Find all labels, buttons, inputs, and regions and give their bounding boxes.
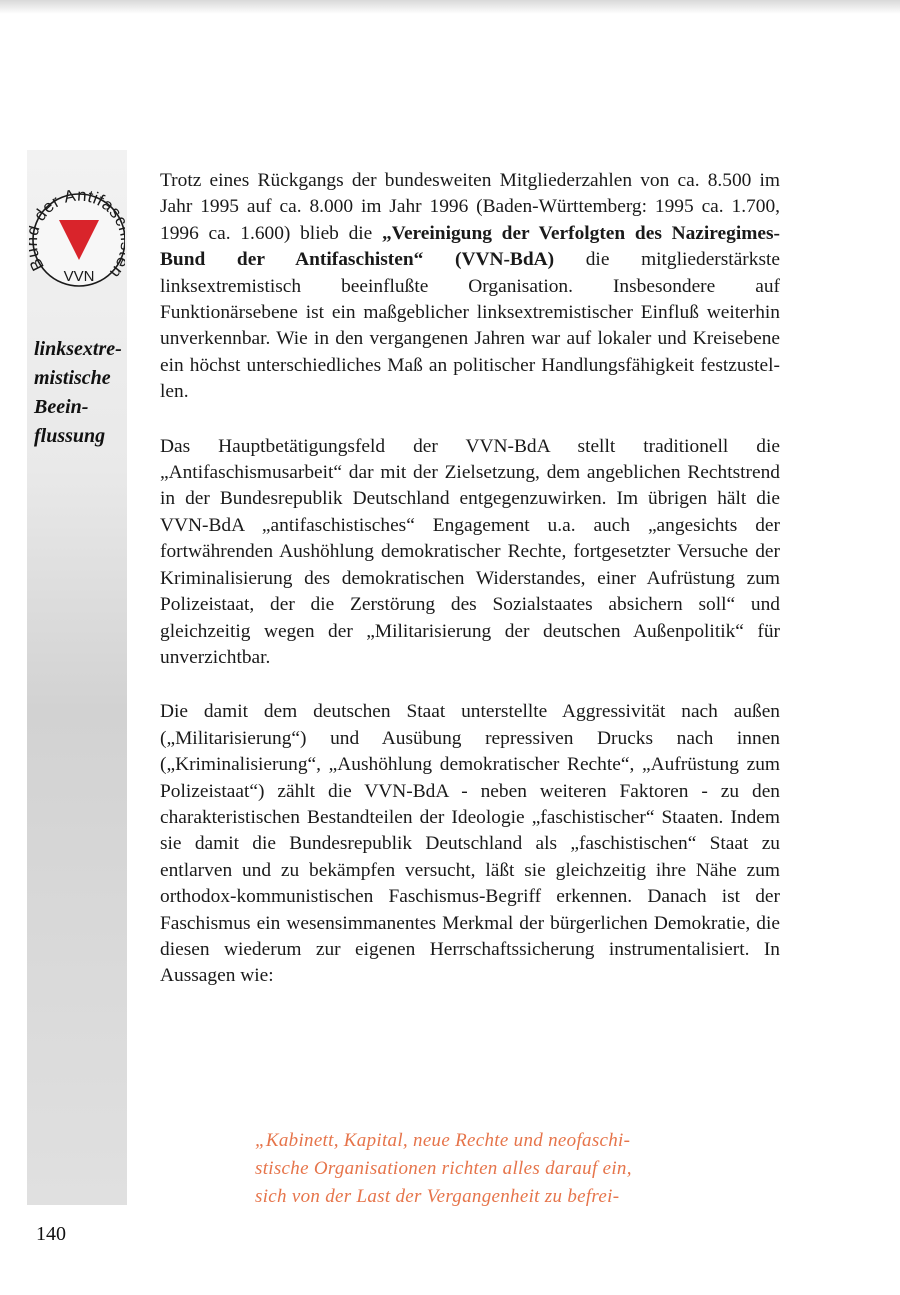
paragraph-1-part-2: die mitgliederstärkste linksextremistisch beeinflußte Organisation. Insbesondere auf Funktionärsebene ist ein maßgeblicher linksextremistischer Einfluß weiterhin unverkennbar. Wie in den vergangenen Jahren war auf lokaler und Kreisebene ein höchst unterschiedliches Maß an politischer Handlungsfähigkeit festzustellen. — [160, 249, 780, 403]
logo-bottom-text: VVN — [63, 268, 95, 285]
quote-line: sich von der Last der Vergangenheit zu befrei- — [255, 1186, 620, 1207]
logo-arc-text: der Antifas n — [30, 185, 125, 283]
margin-note-line: mistische — [34, 367, 111, 389]
vvn-logo-icon — [29, 162, 125, 302]
quote-line: „Kabinett, Kapital, neue Rechte und neofaschi- — [255, 1130, 631, 1151]
paragraph-1 — [160, 168, 780, 406]
paragraph-2: Das Hauptbetätigungsfeld der VVN-BdA stellt traditionell die „Antifaschismusarbeit“ dar mit der Zielsetzung, dem angeblichen Rechtstrend in der Bundesrepublik Deutschland entgegenzuwirken. Im übrigen hält die VVN-BdA „antifaschistisches“ Engagement u.a. auch „angesichts der fortwährenden Aushöhlung demokratischer Rechte, fortgesetzter Versuche der Kriminalisierung des demokratischen Widerstandes, einer Aufrüstung zum Polizeistaat, der die Zerstörung des Sozialstaates absichern soll“ und gleichzeitig wegen der „Militarisierung der deutschen Außenpolitik“ für unverzichtbar. — [160, 435, 780, 668]
margin-note — [34, 335, 129, 451]
main-text — [160, 168, 780, 1018]
organisation-name: „Vereinigung der Verfolgten des Naziregimes-Bund der Antifaschisten“ (VVN-BdA) — [160, 222, 780, 271]
quote-block — [255, 1127, 725, 1211]
margin-sidebar — [27, 150, 127, 1205]
margin-note-line: Beein- — [34, 396, 89, 418]
paragraph-1-part-1: Trotz eines Rückgangs der bundesweiten Mitgliederzahlen von ca. 8.500 im Jahr 1995 auf ca. 8.000 im Jahr 1996 (Baden-Württemberg: 1995 ca. 1.700, 1996 ca. 1.600) blieb die — [160, 170, 780, 244]
page-number: 140 — [36, 1223, 66, 1245]
margin-note-line: flussung — [34, 425, 106, 447]
page-top-shadow — [0, 0, 900, 14]
paragraph-3: Die damit dem deutschen Staat unterstellte Aggressivität nach außen („Militarisierung“) und Ausübung repressiven Drucks nach innen („Kriminalisierung“, „Aushöhlung demokratischer Rechte“, „Aufrüstung zum Polizeistaat“) zählt die VVN-BdA - neben weiteren Faktoren - zu den charakteristischen Bestandteilen der Ideologie „faschistischer“ Staaten. Indem sie damit die Bundesrepublik Deutschland als „faschistischen“ Staat zu entlarven und zu bekämpfen versucht, läßt sie gleichzeitig ihre Nähe zum orthodox-kommunistischen Faschismus-Begriff erkennen. Danach ist der Faschismus ein wesensimmanentes Merkmal der bürgerlichen Demokratie, die diesen wiederum zur eigenen Herrschaftssicherung instrumentalisiert. In Aussagen wie: — [160, 701, 780, 987]
vvn-bda-logo — [29, 162, 125, 302]
quote-line: stische Organisationen richten alles darauf ein, — [255, 1158, 632, 1179]
margin-note-line: linksextre- — [34, 338, 122, 360]
